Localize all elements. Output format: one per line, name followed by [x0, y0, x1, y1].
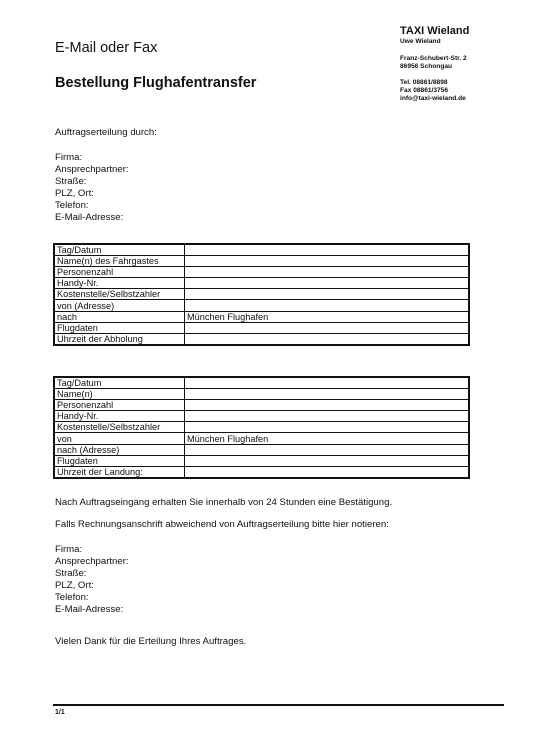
row-label: Kostenstelle/Selbstzahler — [54, 422, 185, 433]
billing-street-label: Straße: — [55, 567, 87, 579]
table-row — [54, 433, 469, 444]
table-row — [54, 311, 469, 322]
billing-fields — [55, 544, 129, 615]
company-fax: Fax 08861/3756 — [400, 87, 449, 94]
row-label: von (Adresse) — [54, 300, 185, 311]
table-row — [54, 267, 469, 278]
company-name: TAXI Wieland — [400, 25, 470, 37]
row-value[interactable]: München Flughafen — [185, 433, 470, 444]
billing-heading: Falls Rechnungsanschrift abweichend von Auftragserteilung bitte hier notieren: — [55, 519, 389, 530]
row-label: Flugdaten — [54, 322, 185, 333]
row-label: Name(n) — [54, 389, 185, 400]
confirmation-text: Nach Auftragseingang erhalten Sie innerhalb von 24 Stunden eine Bestätigung. — [55, 497, 393, 508]
company-phone: Tel. 08861/8898 — [400, 79, 448, 86]
billing-contact-label: Ansprechpartner: — [55, 555, 129, 567]
row-label: Personenzahl — [54, 400, 185, 411]
row-value[interactable] — [185, 444, 470, 455]
table-row — [54, 400, 469, 411]
order-by-fields — [55, 152, 129, 223]
row-value[interactable] — [185, 377, 470, 389]
outbound-transfer-table — [53, 243, 470, 346]
table-row — [54, 411, 469, 422]
billing-zip-city-label: PLZ, Ort: — [55, 579, 94, 591]
table-row — [54, 289, 469, 300]
row-label: von — [54, 433, 185, 444]
thanks-text: Vielen Dank für die Erteilung Ihres Auftrages. — [55, 636, 247, 647]
row-label: Uhrzeit der Abholung — [54, 333, 185, 345]
order-by-zip-city-label: PLZ, Ort: — [55, 187, 94, 199]
row-label: Handy-Nr. — [54, 278, 185, 289]
billing-email-label: E-Mail-Adresse: — [55, 603, 124, 615]
row-value[interactable] — [185, 244, 470, 256]
document-title: Bestellung Flughafentransfer — [55, 75, 257, 91]
order-by-street-label: Straße: — [55, 175, 87, 187]
row-value[interactable] — [185, 333, 470, 345]
row-label: Flugdaten — [54, 455, 185, 466]
page-number: 1/1 — [55, 709, 65, 716]
billing-phone-label: Telefon: — [55, 591, 89, 603]
order-by-company-label: Firma: — [55, 152, 83, 163]
order-by-heading: Auftragserteilung durch: — [55, 127, 157, 138]
return-transfer-table — [53, 376, 470, 479]
footer-divider — [53, 704, 504, 706]
company-person: Uwe Wieland — [400, 38, 441, 45]
row-value[interactable] — [185, 400, 470, 411]
order-by-email-label: E-Mail-Adresse: — [55, 211, 124, 223]
order-by-contact-label: Ansprechpartner: — [55, 163, 129, 175]
table-row — [54, 466, 469, 478]
row-value[interactable] — [185, 422, 470, 433]
row-value[interactable] — [185, 322, 470, 333]
table-row — [54, 322, 469, 333]
row-value[interactable] — [185, 289, 470, 300]
row-label: Personenzahl — [54, 267, 185, 278]
table-row — [54, 444, 469, 455]
row-label: Tag/Datum — [54, 377, 185, 389]
table-row — [54, 300, 469, 311]
row-value[interactable] — [185, 466, 470, 478]
row-value[interactable]: München Flughafen — [185, 311, 470, 322]
company-email: info@taxi-wieland.de — [400, 95, 466, 102]
row-label: Name(n) des Fahrgastes — [54, 256, 185, 267]
table-row — [54, 422, 469, 433]
table-row — [54, 455, 469, 466]
table-row — [54, 333, 469, 345]
company-street: Franz-Schubert-Str. 2 — [400, 55, 467, 62]
row-value[interactable] — [185, 256, 470, 267]
table-row — [54, 389, 469, 400]
row-label: nach — [54, 311, 185, 322]
row-label: Handy-Nr. — [54, 411, 185, 422]
company-city: 86956 Schongau — [400, 63, 453, 70]
row-label: Kostenstelle/Selbstzahler — [54, 289, 185, 300]
document-subtitle: E-Mail oder Fax — [55, 40, 158, 56]
row-value[interactable] — [185, 267, 470, 278]
row-label: Uhrzeit der Landung: — [54, 466, 185, 478]
table-row — [54, 256, 469, 267]
row-value[interactable] — [185, 278, 470, 289]
row-value[interactable] — [185, 389, 470, 400]
row-label: Tag/Datum — [54, 244, 185, 256]
table-row — [54, 244, 469, 256]
row-value[interactable] — [185, 300, 470, 311]
row-label: nach (Adresse) — [54, 444, 185, 455]
order-by-phone-label: Telefon: — [55, 199, 89, 211]
row-value[interactable] — [185, 411, 470, 422]
row-value[interactable] — [185, 455, 470, 466]
billing-company-label: Firma: — [55, 544, 83, 555]
table-row — [54, 278, 469, 289]
table-row — [54, 377, 469, 389]
